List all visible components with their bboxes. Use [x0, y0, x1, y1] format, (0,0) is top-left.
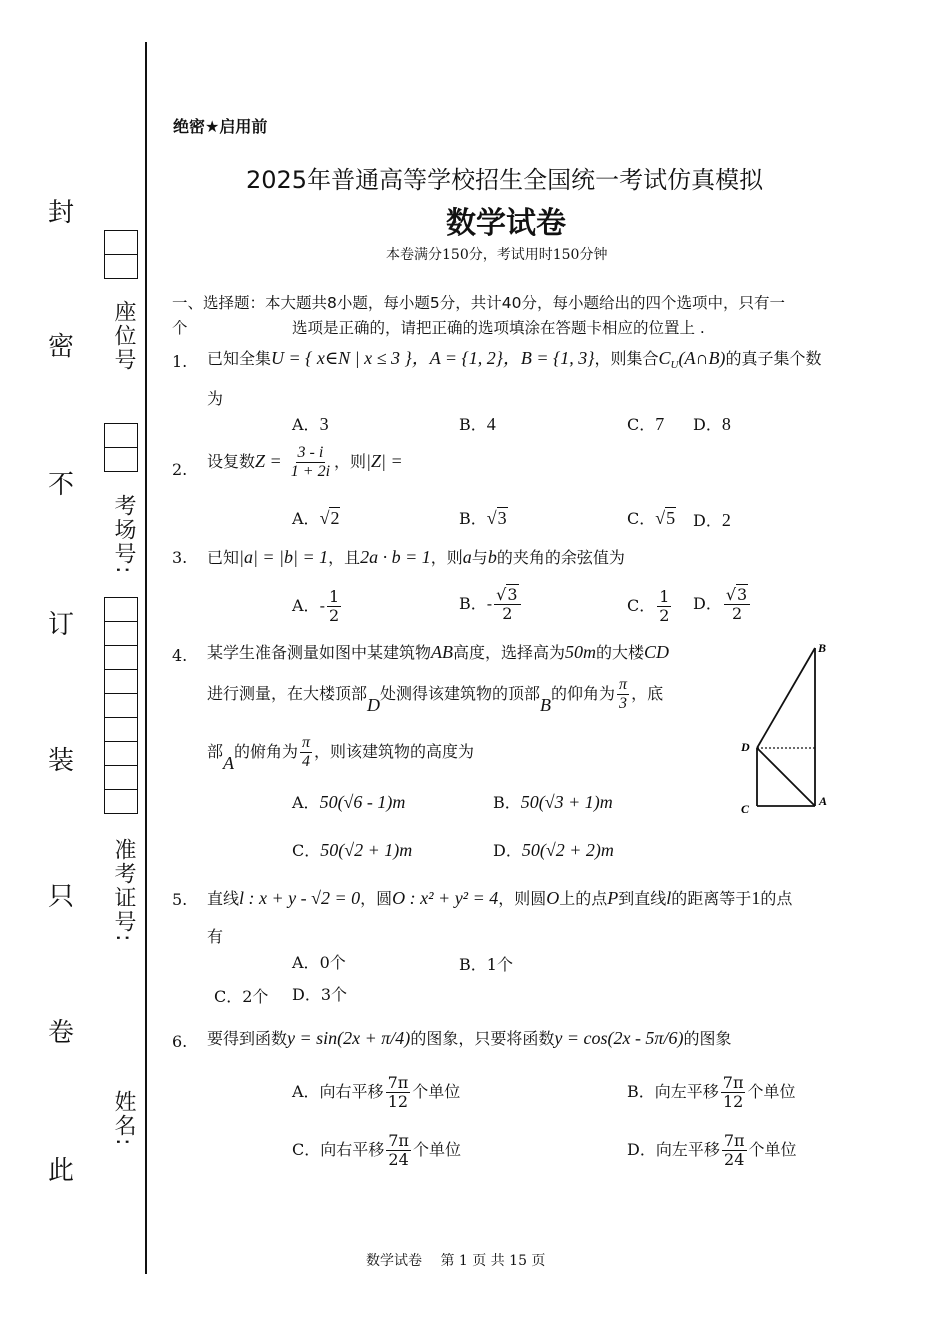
q6-option-d[interactable]: D．向左平移 $\frac{7\pi}{24}$ 个单位	[627, 1131, 797, 1169]
exam-title: 2025年普通高等学校招生全国统一考试仿真模拟	[246, 166, 764, 194]
q3-option-a[interactable]: A．- $\frac{1}{2}$	[292, 587, 340, 625]
secret-mark: 绝密★启用前	[173, 117, 268, 136]
question-number: 6.	[172, 1032, 188, 1051]
label-d: D	[741, 740, 750, 754]
q4-option-d[interactable]: D．50(√2 + 2)m	[493, 840, 614, 860]
seat-label: 座位号	[111, 300, 136, 372]
seal-char: 装	[48, 746, 75, 776]
q6-option-a[interactable]: A．向右平移 $\frac{7\pi}{12}$ 个单位	[292, 1073, 461, 1111]
question-5-stem: 直线l : x + y - √2 = 0，圆O : x² + y² = 4，则圆O上的点P到直线l的距离等于1的点	[207, 888, 793, 908]
question-number: 2.	[172, 460, 188, 479]
seal-char: 只	[48, 882, 75, 912]
section-instructions-wrap: 个	[172, 319, 188, 337]
section-instructions-cont: 选项是正确的，请把正确的选项填涂在答题卡相应的位置上 .	[292, 319, 705, 337]
q5-option-b[interactable]: B．1个	[459, 955, 513, 974]
label-c: C	[741, 802, 750, 816]
q5-option-a[interactable]: A．0个	[292, 953, 346, 972]
q3-option-d[interactable]: D． $\frac{√3}{2}$	[693, 586, 752, 623]
exam-id-label: 准考证号:	[111, 838, 136, 944]
q4-option-b[interactable]: B．50(√3 + 1)m	[493, 792, 613, 812]
q5-option-c[interactable]: C．2个	[214, 987, 269, 1006]
question-6-stem: 要得到函数y = sin(2x + π/4)的图象，只要将函数y = cos(2x - 5π/6)的图象	[207, 1028, 732, 1048]
q1-option-a[interactable]: A．3	[292, 414, 329, 434]
label-a: A	[819, 794, 828, 808]
q6-option-b[interactable]: B．向左平移 $\frac{7\pi}{12}$ 个单位	[627, 1073, 796, 1111]
question-1-wrap: 为	[207, 389, 224, 408]
q2-option-d[interactable]: D．2	[693, 510, 731, 530]
seal-char: 订	[48, 610, 75, 640]
q4-option-a[interactable]: A．50(√6 - 1)m	[292, 792, 406, 812]
room-number-box[interactable]	[104, 423, 138, 472]
seal-char: 密	[48, 332, 75, 362]
q1-option-b[interactable]: B．4	[459, 414, 496, 434]
subject-title: 数学试卷	[446, 206, 566, 241]
question-2-stem: 设复数Z = $\frac{3 - i}{1 + 2i}$ ，则|Z| =	[207, 444, 403, 480]
name-label: 姓名:	[111, 1090, 136, 1148]
question-4-line2: 进行测量，在大楼顶部D处测得该建筑物的顶部B的仰角为 $\frac{\pi}{3}$ ，底	[207, 676, 664, 715]
room-label: 考场号:	[111, 494, 136, 576]
question-number: 1.	[172, 352, 188, 371]
seal-char: 封	[48, 198, 75, 228]
question-3-stem: 已知|a| = |b| = 1，且2a · b = 1，则a与b的夹角的余弦值为	[207, 547, 625, 567]
sight-line-db	[757, 648, 815, 748]
q6-option-c[interactable]: C．向右平移 $\frac{7\pi}{24}$ 个单位	[292, 1131, 461, 1169]
building-figure	[735, 636, 835, 821]
exam-note: 本卷满分150分，考试用时150分钟	[386, 247, 608, 263]
question-number: 5.	[172, 890, 188, 909]
q3-option-b[interactable]: B．- $\frac{√3}{2}$	[459, 586, 523, 623]
question-number: 3.	[172, 548, 188, 567]
label-b: B	[818, 641, 827, 655]
exam-id-box[interactable]	[104, 597, 138, 814]
q1-option-d[interactable]: D．8	[693, 414, 731, 434]
q3-option-c[interactable]: C． $\frac{1}{2}$	[627, 587, 670, 625]
q2-option-a[interactable]: A．√2	[292, 508, 340, 528]
question-5-wrap: 有	[207, 927, 224, 946]
sight-line-da	[757, 748, 815, 806]
question-1-stem: 已知全集U = { x∈N | x ≤ 3 }，A = {1, 2}，B = {1, 3}，则集合$C_U(A\cap B)$的真子集个数	[207, 348, 822, 372]
seal-char: 此	[48, 1156, 75, 1186]
question-number: 4.	[172, 646, 188, 665]
q1-option-c[interactable]: C．7	[627, 414, 665, 434]
q2-option-c[interactable]: C．√5	[627, 508, 676, 528]
q2-option-b[interactable]: B．√3	[459, 508, 507, 528]
seal-char: 卷	[48, 1018, 75, 1048]
question-4-line3: 部A的俯角为 $\frac{\pi}{4}$ ，则该建筑物的高度为	[207, 734, 475, 773]
seat-number-box[interactable]	[104, 230, 138, 279]
q5-option-d[interactable]: D．3个	[292, 985, 348, 1004]
page-footer: 数学试卷 第 1 页 共 15 页	[366, 1253, 546, 1269]
question-4-line1: 某学生准备测量如图中某建筑物AB高度，选择高为50m的大楼CD	[207, 642, 670, 662]
seal-char: 不	[48, 470, 75, 500]
section-instructions: 一、选择题：本大题共8小题，每小题5分，共计40分，每小题给出的四个选项中，只有一	[172, 294, 785, 312]
q4-option-c[interactable]: C．50(√2 + 1)m	[292, 840, 413, 860]
binding-line	[145, 42, 147, 1274]
